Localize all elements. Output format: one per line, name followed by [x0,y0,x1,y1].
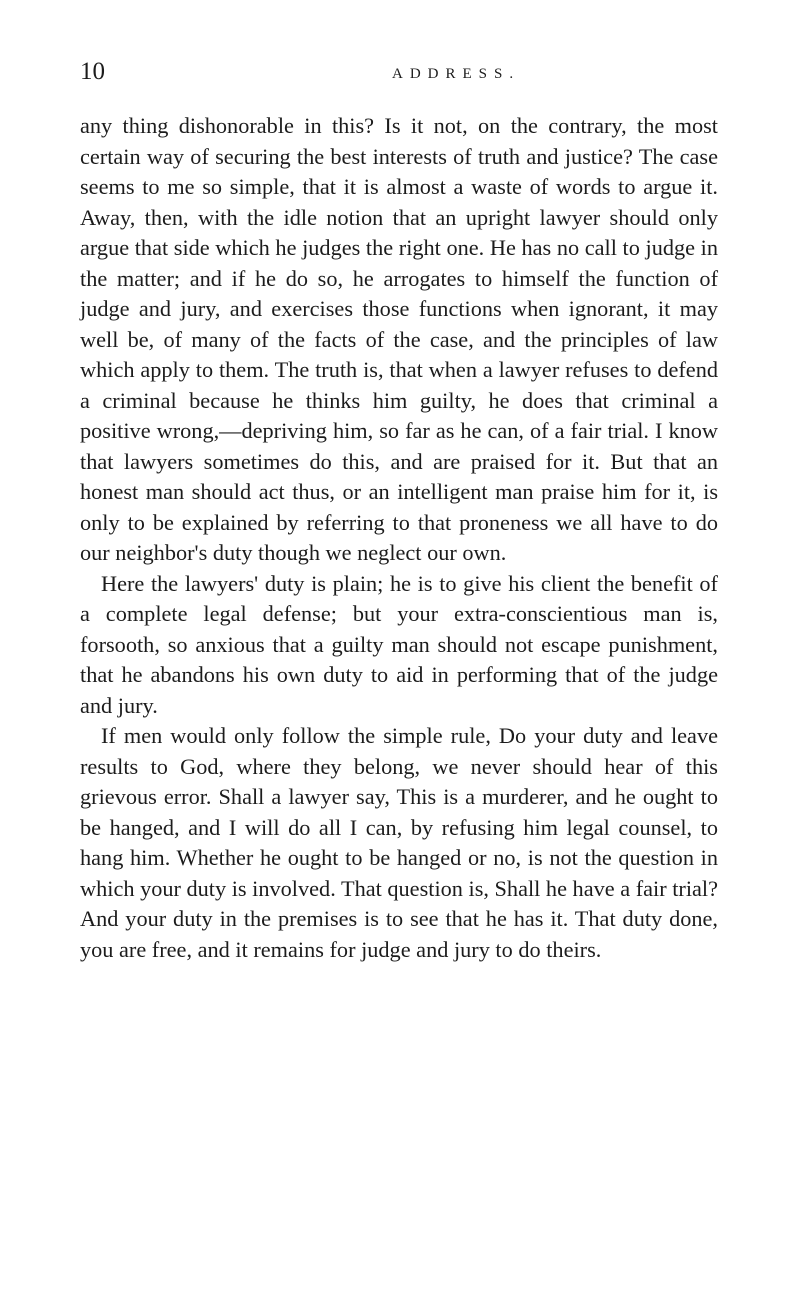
page-header [80,57,720,93]
paragraph-3: If men would only follow the simple rule, Do your duty and leave results to God, where they belong, we never should hear of this grievous error. Shall a lawyer say, This is a murderer, and he ought to be hanged, and I will do all I can, by refusing him legal counsel, to hang him. Whether he ought to be hanged or no, is not the question in which your duty is involved. That question is, Shall he have a fair trial? And your duty in the premises is to see that he has it. That duty done, you are free, and it remains for judge and jury to do theirs. [80,723,719,962]
running-head: ADDRESS. [392,66,521,82]
page-number: 10 [80,58,105,85]
paragraph-2: Here the lawyers' duty is plain; he is to give his client the benefit of a complete legal defense; but your extra-conscientious man is, forsooth, so anxious that a guilty man should not escape punishment, that he abandons his own duty to aid in performing that of the judge and jury. [80,570,718,718]
body-text [80,111,718,965]
paragraph-1: any thing dishonorable in this? Is it not, on the contrary, the most certain way of securing the best interests of truth and justice? The case seems to me so simple, that it is almost a waste of words to argue it. Away, then, with the idle notion that an upright lawyer should only argue that side which he judges the right one. He has no call to judge in the matter; and if he do so, he arrogates to himself the function of judge and jury, and exercises those functions when ignorant, it may well be, of many of the facts of the case, and the principles of law which apply to them. The truth is, that when a lawyer refuses to defend a criminal because he thinks him guilty, he does that criminal a positive wrong,—depriving him, so far as he can, of a fair trial. I know that lawyers sometimes do this, and are praised for it. But that an honest man should act thus, or an intelligent man praise him for it, is only to be explained by referring to that proneness we all have to do our neighbor's duty though we neglect our own. [80,113,718,565]
